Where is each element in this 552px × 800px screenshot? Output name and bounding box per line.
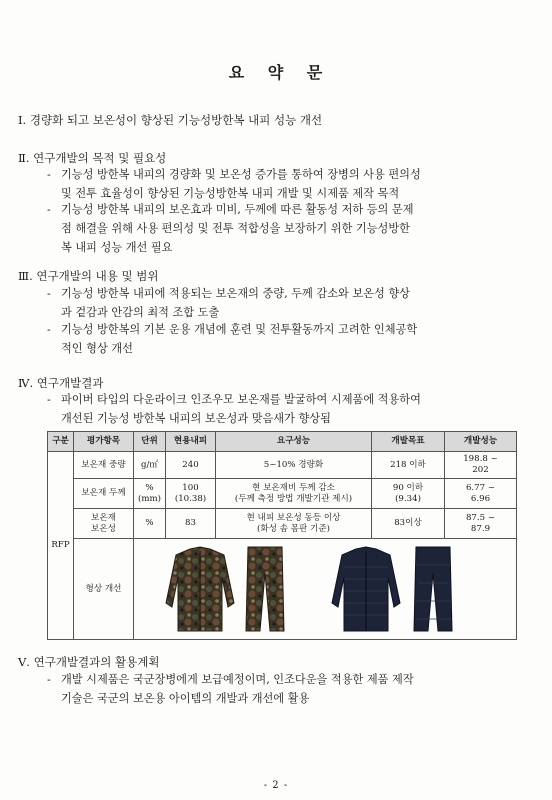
table-row (48, 479, 517, 509)
bullet-line: 과 겉감과 안감의 최적 조합 도출 (61, 306, 220, 319)
unit-cell: % (134, 509, 166, 539)
item-cell: 보온재 중량 (74, 452, 134, 479)
achieved-cell: 198.8 ~ 202 (445, 452, 517, 479)
page-title: 요 약 문 (228, 63, 324, 82)
page-number: - 2 - (263, 780, 289, 791)
section-3-bullet-1: - 기능성 방한복 내피에 적용되는 보온재의 중량, 두께 감소와 보온성 향상 과 겉감과 안감의 최적 조합 도출 (47, 285, 527, 323)
table-row (48, 452, 517, 479)
unit-cell: % (mm) (134, 479, 166, 509)
group-label-cell: RFP (48, 452, 74, 640)
section-2-bullet-2: - 기능성 방한복 내피의 보온효과 미비, 두께에 따른 활동성 저하 등의 문제 점 해결을 위해 사용 편의성 및 전투 적합성을 보장하기 위한 기능성방한 복 내피 성능 개선 필요 (47, 201, 527, 258)
section-3-heading: Ⅲ. 연구개발의 내용 및 범위 (18, 269, 159, 283)
shape-label-cell: 형상 개선 (74, 539, 134, 640)
section-3-bullet-2: - 기능성 방한복의 기본 운용 개념에 훈련 및 전투활동까지 고려한 인체공학 적인 형상 개선 (47, 321, 527, 359)
bullet-line: 개발 시제품은 국군장병에게 보급예정이며, 인조다운을 적용한 제품 제작 (61, 673, 414, 686)
header-cell: 개발목표 (372, 432, 445, 452)
bullet-line: 파이버 타입의 다운라이크 인조우모 보온재를 발굴하여 시제품에 적용하여 (61, 393, 421, 406)
bullet-line: 및 전투 효율성이 향상된 기능성방한복 내피 개발 및 시제품 제작 목적 (61, 187, 400, 200)
section-4-heading: Ⅳ. 연구개발결과 (18, 376, 104, 390)
garment-photos-cell (134, 539, 517, 640)
bullet-line: 점 해결을 위해 사용 편의성 및 전투 적합성을 보장하기 위한 기능성방한 (61, 222, 410, 235)
section-5-bullet-1: - 개발 시제품은 국군장병에게 보급예정이며, 인조다운을 적용한 제품 제작 기술은 국군의 보온용 아이템의 개발과 개선에 활용 (47, 671, 527, 709)
bullet-line: 적인 형상 개선 (61, 342, 133, 355)
section-2-bullet-1: - 기능성 방한복 내피의 경량화 및 보온성 증가를 통하여 장병의 사용 편의성 및 전투 효율성이 향상된 기능성방한복 내피 개발 및 시제품 제작 목적 (47, 166, 527, 204)
current-cell: 83 (166, 509, 216, 539)
bullet-line: 기능성 방한복 내피의 경량화 및 보온성 증가를 통하여 장병의 사용 편의성 (61, 168, 421, 181)
unit-cell: g/㎡ (134, 452, 166, 479)
section-2-heading: Ⅱ. 연구개발의 목적 및 필요성 (18, 151, 167, 165)
target-cell: 90 이하 (9.34) (372, 479, 445, 509)
camouflage-jacket-image (164, 543, 236, 635)
bullet-line: 복 내피 성능 개선 필요 (61, 241, 173, 254)
section-5-heading: Ⅴ. 연구개발결과의 활용계획 (18, 655, 160, 669)
required-cell: 현 보온재비 두께 감소 (두께 측정 방법 개발기관 제시) (216, 479, 372, 509)
bullet-line: 기능성 방한복 내피의 보온효과 미비, 두께에 따른 활동성 저하 등의 문제 (61, 203, 414, 216)
navy-pants-image (410, 543, 456, 635)
header-cell: 구분 (48, 432, 74, 452)
camouflage-pants-image (242, 543, 288, 635)
section-4-bullet-1: - 파이버 타입의 다운라이크 인조우모 보온재를 발굴하여 시제품에 적용하여 개선된 기능성 방한복 내피의 보온성과 맞음새가 향상됨 (47, 391, 527, 429)
navy-jacket-image (330, 543, 402, 635)
header-cell: 평가항목 (74, 432, 134, 452)
table-header-row (48, 432, 517, 452)
header-cell: 단위 (134, 432, 166, 452)
achieved-cell: 6.77 ~ 6.96 (445, 479, 517, 509)
required-cell: 현 내피 보온성 동등 이상 (화성 솜 몸판 기준) (216, 509, 372, 539)
current-cell: 240 (166, 452, 216, 479)
target-cell: 218 이하 (372, 452, 445, 479)
bullet-line: 기능성 방한복의 기본 운용 개념에 훈련 및 전투활동까지 고려한 인체공학 (61, 323, 418, 336)
item-cell: 보온재 두께 (74, 479, 134, 509)
bullet-line: 기술은 국군의 보온용 아이템의 개발과 개선에 활용 (61, 692, 310, 705)
bullet-line: 기능성 방한복 내피에 적용되는 보온재의 중량, 두께 감소와 보온성 향상 (61, 287, 410, 300)
required-cell: 5~10% 경량화 (216, 452, 372, 479)
table-row (48, 539, 517, 640)
bullet-line: 개선된 기능성 방한복 내피의 보온성과 맞음새가 향상됨 (61, 412, 331, 425)
section-1-heading: Ⅰ. 경량화 되고 보온성이 향상된 기능성방한복 내피 성능 개선 (18, 113, 323, 127)
header-cell: 개발성능 (445, 432, 517, 452)
header-cell: 요구성능 (216, 432, 372, 452)
table-row (48, 509, 517, 539)
target-cell: 83이상 (372, 509, 445, 539)
header-cell: 현용내피 (166, 432, 216, 452)
results-table (47, 431, 517, 640)
current-cell: 100 (10.38) (166, 479, 216, 509)
achieved-cell: 87.5 ~ 87.9 (445, 509, 517, 539)
item-cell: 보온재 보온성 (74, 509, 134, 539)
